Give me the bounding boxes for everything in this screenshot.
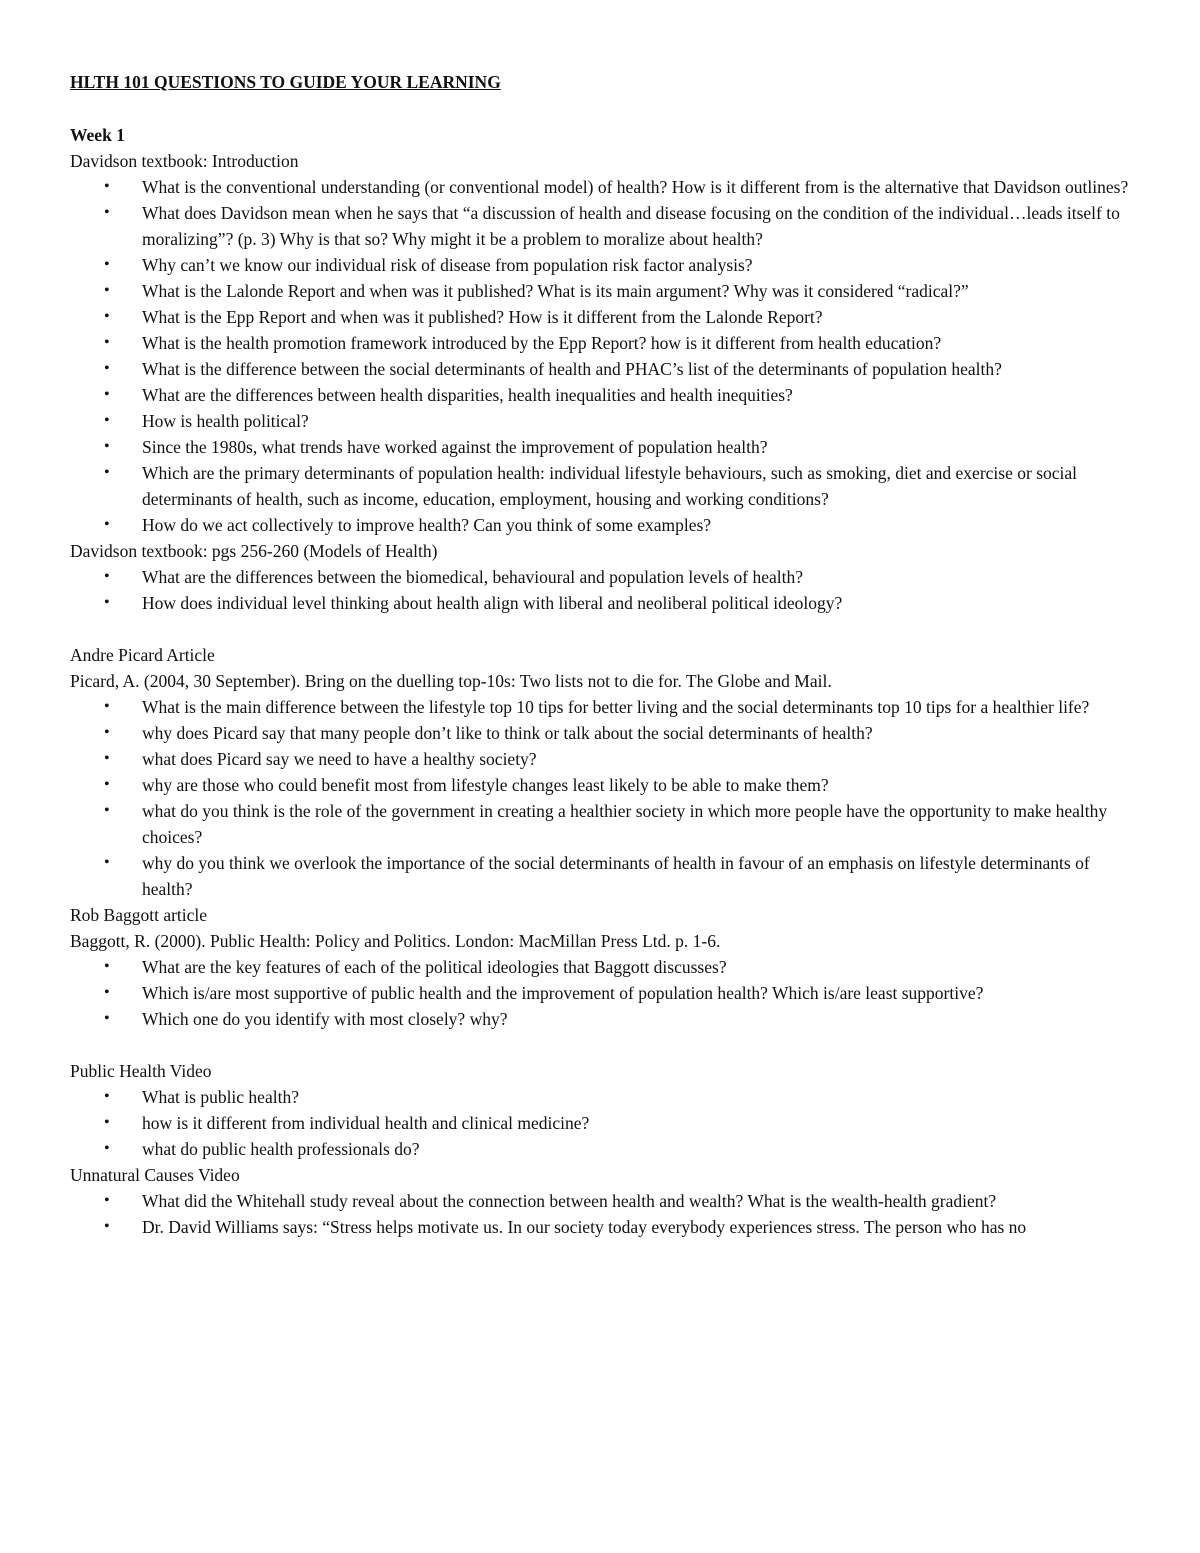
question-item: • What is the main difference between the lifestyle top 10 tips for better living and the social determinants top 10 tips for a healthier life? xyxy=(70,694,1134,720)
bullet-icon: • xyxy=(104,1010,110,1027)
bullet-icon: • xyxy=(104,1218,110,1235)
question-item: • What are the key features of each of the political ideologies that Baggott discusses? xyxy=(70,954,1134,980)
question-item: • What is the Epp Report and when was it published? How is it different from the Lalonde Report? xyxy=(70,304,1134,330)
bullet-icon: • xyxy=(104,1114,110,1131)
question-item: • Which is/are most supportive of public health and the improvement of population health? Which is/are least supportive? xyxy=(70,980,1134,1006)
bullet-icon: • xyxy=(104,256,110,273)
bullet-icon: • xyxy=(104,958,110,975)
question-item: • What is the health promotion framework introduced by the Epp Report? how is it different from health education? xyxy=(70,330,1134,356)
bullet-icon: • xyxy=(104,386,110,403)
question-item: • What is the Lalonde Report and when was it published? What is its main argument? Why was it considered “radical?” xyxy=(70,278,1134,304)
question-item: • How do we act collectively to improve health? Can you think of some examples? xyxy=(70,512,1134,538)
bullet-icon: • xyxy=(104,178,110,195)
question-item: • What is the conventional understanding (or conventional model) of health? How is it different from is the alternative that Davidson outlines? xyxy=(70,174,1134,200)
bullet-icon: • xyxy=(104,464,110,481)
question-item: • What does Davidson mean when he says that “a discussion of health and disease focusing on the condition of the individual…leads itself to moralizing”? (p. 3) Why is that so? Why might it be a problem to moralize about health? xyxy=(70,200,1134,252)
section-heading-public-health-video: Public Health Video xyxy=(70,1061,212,1081)
question-item: • why are those who could benefit most from lifestyle changes least likely to be able to make them? xyxy=(70,772,1134,798)
question-list-models-of-health xyxy=(70,564,1134,616)
question-list-baggott xyxy=(70,954,1134,1032)
week-heading: Week 1 xyxy=(70,125,125,145)
bullet-icon: • xyxy=(104,776,110,793)
question-item: • Which one do you identify with most closely? why? xyxy=(70,1006,1134,1032)
question-list-davidson-intro xyxy=(70,174,1134,538)
question-list-picard xyxy=(70,694,1134,902)
citation-baggott: Baggott, R. (2000). Public Health: Policy and Politics. London: MacMillan Press Ltd. p. 1-6. xyxy=(70,931,721,951)
bullet-icon: • xyxy=(104,1192,110,1209)
bullet-icon: • xyxy=(104,412,110,429)
question-item: • how is it different from individual health and clinical medicine? xyxy=(70,1110,1134,1136)
question-item: • why do you think we overlook the importance of the social determinants of health in favour of an emphasis on lifestyle determinants of health? xyxy=(70,850,1134,902)
section-heading-baggott: Rob Baggott article xyxy=(70,905,208,925)
question-item: • What are the differences between the biomedical, behavioural and population levels of health? xyxy=(70,564,1134,590)
question-item: • Dr. David Williams says: “Stress helps motivate us. In our society today everybody experiences stress. The person who has no xyxy=(70,1214,1134,1240)
bullet-icon: • xyxy=(104,854,110,871)
document-title: HLTH 101 QUESTIONS TO GUIDE YOUR LEARNING xyxy=(70,72,501,92)
bullet-icon: • xyxy=(104,516,110,533)
bullet-icon: • xyxy=(104,802,110,819)
spacer xyxy=(70,616,1134,642)
bullet-icon: • xyxy=(104,438,110,455)
section-heading-unnatural-causes: Unnatural Causes Video xyxy=(70,1165,240,1185)
section-heading-picard: Andre Picard Article xyxy=(70,645,215,665)
bullet-icon: • xyxy=(104,594,110,611)
question-item: • Which are the primary determinants of population health: individual lifestyle behaviours, such as smoking, diet and exercise or social determinants of health, such as income, education, employment, housing and working conditions? xyxy=(70,460,1134,512)
question-item: • What is the difference between the social determinants of health and PHAC’s list of the determinants of population health? xyxy=(70,356,1134,382)
question-item: • What are the differences between health disparities, health inequalities and health inequities? xyxy=(70,382,1134,408)
bullet-icon: • xyxy=(104,698,110,715)
question-item: • What is public health? xyxy=(70,1084,1134,1110)
question-item: • How does individual level thinking about health align with liberal and neoliberal political ideology? xyxy=(70,590,1134,616)
bullet-icon: • xyxy=(104,1088,110,1105)
question-item: • How is health political? xyxy=(70,408,1134,434)
question-item: • Why can’t we know our individual risk of disease from population risk factor analysis? xyxy=(70,252,1134,278)
bullet-icon: • xyxy=(104,984,110,1001)
bullet-icon: • xyxy=(104,360,110,377)
citation-picard: Picard, A. (2004, 30 September). Bring on the duelling top-10s: Two lists not to die for. The Globe and Mail. xyxy=(70,671,832,691)
spacer xyxy=(70,96,1134,122)
question-list-public-health-video xyxy=(70,1084,1134,1162)
section-heading-davidson-intro: Davidson textbook: Introduction xyxy=(70,151,299,171)
question-item: • what does Picard say we need to have a healthy society? xyxy=(70,746,1134,772)
question-item: • What did the Whitehall study reveal about the connection between health and wealth? What is the wealth-health gradient? xyxy=(70,1188,1134,1214)
bullet-icon: • xyxy=(104,334,110,351)
bullet-icon: • xyxy=(104,750,110,767)
question-item: • Since the 1980s, what trends have worked against the improvement of population health? xyxy=(70,434,1134,460)
bullet-icon: • xyxy=(104,204,110,221)
question-item: • why does Picard say that many people don’t like to think or talk about the social determinants of health? xyxy=(70,720,1134,746)
bullet-icon: • xyxy=(104,1140,110,1157)
section-heading-models-of-health: Davidson textbook: pgs 256-260 (Models of Health) xyxy=(70,541,438,561)
question-item: • what do public health professionals do? xyxy=(70,1136,1134,1162)
bullet-icon: • xyxy=(104,568,110,585)
bullet-icon: • xyxy=(104,308,110,325)
document-page xyxy=(70,68,1134,1240)
bullet-icon: • xyxy=(104,724,110,741)
question-list-unnatural-causes xyxy=(70,1188,1134,1240)
bullet-icon: • xyxy=(104,282,110,299)
spacer xyxy=(70,1032,1134,1058)
question-item: • what do you think is the role of the government in creating a healthier society in which more people have the opportunity to make healthy choices? xyxy=(70,798,1134,850)
